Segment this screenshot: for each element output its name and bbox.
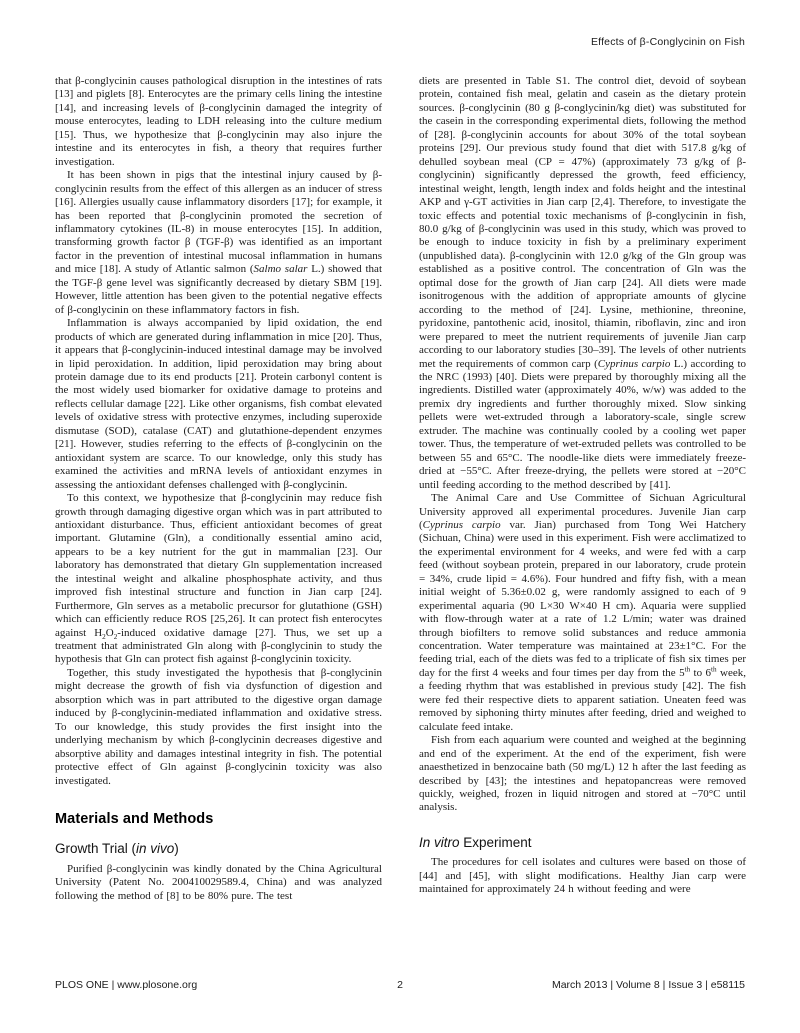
footer-issue-info: March 2013 | Volume 8 | Issue 3 | e58115	[551, 979, 745, 991]
running-title: Effects of β-Conglycinin on Fish	[590, 36, 745, 48]
paragraph: The Animal Care and Use Committee of Sichuan Agricultural University approved all experimental procedures. Juvenile Jian carp (Cyprinus carpio var. Jian) purchased from Tong Wei Hatchery (Sichuan, China) were used in this experiment. Fish were acclimatized to the experimental environment for 4 weeks, and were fed with a carp feed (without soybean protein, prepared in our laboratory, crude protein = 34%, crude lipid = 4.6%). Four hundred and fifty fish, with a mean initial weight of 5.36±0.02 g, were randomly assigned to each of 9 experimental aquaria (90 L×30 W×40 H cm). Aquaria were supplied with flow-through water at a rate of 1.2 L/min; water was drained through biofilters to remove solid substances and reduce ammonia concentration. Water temperature was maintained at 23±1°C. For the feeding trial, each of the diets was fed to a triplicate of fish six times per day for the first 4 weeks and four times per day from the 5th to 6th week, a feeding rhythm that was established in previous study [42]. The fish were fed their respective diets to apparent satiation. Uneaten feed was removed by siphoning thirty minutes after feeding, dried and weighed to calculate feed intake.	[419, 492, 746, 733]
paragraph: Together, this study investigated the hypothesis that β-conglycinin might decrease the growth of fish via dysfunction of digestion and absorption which was in part attributed to the digestive organ damage induced by β-conglycinin-mediated inflammation and oxidative stress. To our knowledge, this study provides the first insight into the underlying mechanism by which β-conglycinin decreases digestive and absorptive ability and damages intestinal integrity in fish. The potential protective effect of Gln against β-conglycinin toxicity was also investigated.	[55, 666, 382, 787]
right-column	[419, 75, 746, 896]
paragraph: Fish from each aquarium were counted and weighed at the beginning and end of the experiment. At the end of the experiment, fish were anaesthetized in benzocaine bath (50 mg/L) 12 h after the last feeding as described by [43]; the intestines and hepatopancreas were removed quickly, weighed, frozen in liquid nitrogen and stored at −70°C until analysis.	[419, 734, 746, 814]
footer-journal: PLOS ONE | www.plosone.org	[55, 979, 198, 991]
paragraph: The procedures for cell isolates and cultures were based on those of [44] and [45], with slight modifications. Healthy Jian carp were maintained for approximately 24 h without feeding and were	[419, 856, 746, 896]
paragraph: To this context, we hypothesize that β-conglycinin may reduce fish growth through damaging digestive organ which was in part attributed to antioxidant disturbance. Thus, efficient antioxidant becomes of great important. Glutamine (Gln), a conditionally essential amino acid, appears to be a key nutrient for the gut in mammalian [23]. Our laboratory has demonstrated that dietary Gln supplementation increased the intestinal weight and alkaline phosphosphate activity, and thus improved fish intestinal structure and function in Jian carp [24]. Furthermore, Gln serves as a metabolic precursor for glutathione (GSH) which can efficiently reduce ROS [25,26]. It can protect fish enterocytes against $H_2O_2$-induced oxidative damage [27]. Thus, we set up a treatment that administrated Gln along with β-conglycinin to study the hypothesis that Gln can protect fish against β-conglycinin toxicity.	[55, 492, 382, 666]
paragraph: that β-conglycinin causes pathological disruption in the intestines of rats [13] and piglets [8]. Enterocytes are the primary cells lining the intestine [14], and increasing levels of β-conglycinin damaged the integrity of mouse enterocytes, leading to LDH releasing into the culture medium [15]. Thus, we hypothesize that β-conglycinin may also injure the intestine and its enterocytes in fish, a theory that requires further investigation.	[55, 75, 382, 168]
paragraph: Inflammation is always accompanied by lipid oxidation, the end products of which are generated during inflammation in mice [20]. Thus, it appears that β-conglycinin-induced intestinal damage may be involved in lipid peroxidation. In addition, lipid peroxidation may bring about protein damage due to its end products [21]. Protein carbonyl content is the most widely used biomarker for oxidative damage to proteins and reflects cellular damage [22]. Like other organisms, fish combat elevated levels of oxidative stress with protective enzymes, including superoxide dismutase (SOD), catalase (CAT) and glutathione-dependent enzymes [21]. However, studies referring to the effects of β-conglycinin on the antioxidant system are scarce. To our knowledge, only this study has examined the activities and mRNA levels of antioxidant enzymes in assessing the antioxidant defenses challenged with β-conglycinin.	[55, 317, 382, 491]
paragraph: It has been shown in pigs that the intestinal injury caused by β-conglycinin results from the effect of this allergen as an inducer of stress [16]. Allergies usually cause inflammatory disorders [17]; for example, it has been reported that β-conglycinin promoted the secretion of inflammatory cytokines (IL-8) in mouse enterocytes [15]. In addition, transforming growth factor β (TGF-β) was identified as an important factor in the prevention of intestinal mucosal inflammation in humans and mice [18]. A study of Atlantic salmon (Salmo salar L.) showed that the TGF-β gene level was significantly decreased by dietary SBM [19]. However, little attention has been given to the potential negative effects of β-conglycinin on these inflammatory factors in fish.	[55, 169, 382, 316]
page-footer	[55, 979, 745, 992]
paragraph: diets are presented in Table S1. The control diet, devoid of soybean protein, contained fish meal, gelatin and casein as the dietary protein sources. β-conglycinin (80 g β-conglycinin/kg diet) was substituted for the casein in the corresponding experimental diets, following the method of [28]. β-conglycinin accounts for about 30% of the total soybean proteins [29]. Our previous study found that diet with 517.8 g/kg of dehulled soybean meal (CP = 47%) (approximately 73 g/kg of β-conglycinin) significantly depressed the growth, feed efficiency, intestinal weight, length, length index and folds height and the intestinal AKP and γ-GT activities in Jian carp [2,4]. Therefore, to investigate the toxic effects and potential toxic mechanisms of β-conglycinin in fish, 80.0 g/kg of β-conglycinin was used in this study, which was proved to be enough to induce toxicity in fish by a preliminary experiment (unpublished data). β-conglycinin with 12.0 g/kg of the Gln group was established as a positive control. The concentration of Gln was the optimal dose for the growth of Jian carp [24]. All diets were made isonitrogenous with the addition of appropriate amounts of glycine according to the method of [24]. Lysine, methionine, threonine, pyridoxine, pantothenic acid, inositol, thiamin, riboflavin, zinc and iron were prepared to meet the nutrient requirements of juvenile Jian carp according to our laboratory studies [30–39]. The levels of other nutrients met the requirements of common carp (Cyprinus carpio L.) according to the NRC (1993) [40]. Diets were prepared by thoroughly mixing all the ingredients. Distilled water (approximately 40%, w/w) was added to the premix dry ingredients and further thoroughly mixed. Slow sinking pellets were wet-extruded through a laboratory-scale, single screw extruder. The machine was continually cooled by a cooling wet paper tower. Thus, the temperature of wet-extruded pellets was controlled to be between 55 and 65°C. The noodle-like diets were immediately freeze-dried at −55°C. After freeze-drying, the pellets were stored at −20°C until feeding according to the method described by [41].	[419, 75, 746, 491]
section-heading-materials-and-methods: Materials and Methods	[55, 811, 214, 828]
paragraph: Purified β-conglycinin was kindly donated by the China Agricultural University (Patent No. 200410029589.4, China) and was analyzed following the method of [8] to be 80% pure. The test	[55, 862, 382, 902]
subsection-heading-in-vitro: In vitro Experiment	[419, 834, 532, 850]
footer-page-number: 2	[397, 979, 403, 991]
subsection-heading-growth-trial: Growth Trial (in vivo)	[55, 841, 179, 857]
left-column	[55, 75, 382, 903]
